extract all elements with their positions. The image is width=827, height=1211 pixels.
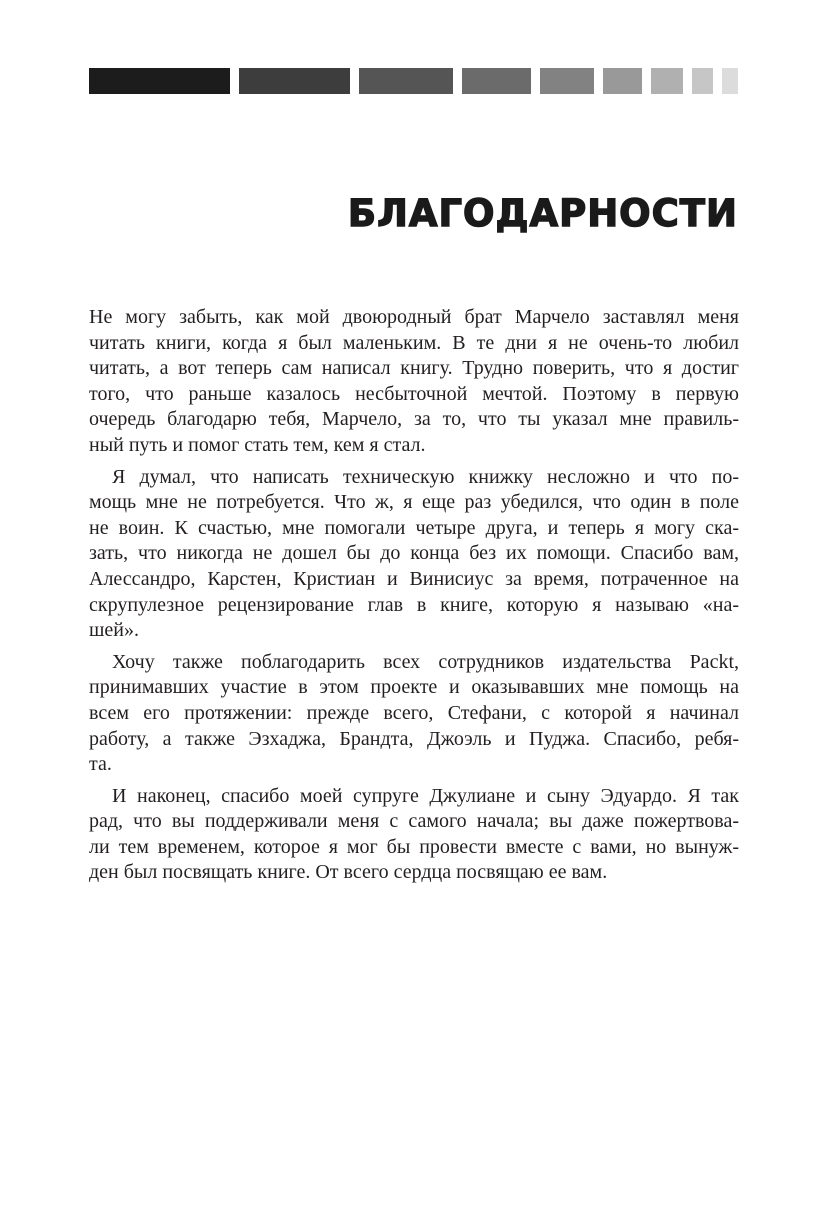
text-line: скрупулезное рецензирование глав в книге, которую я называю «на-	[89, 593, 739, 616]
text-line: того, что раньше казалось несбыточной мечтой. Поэтому в первую	[89, 382, 739, 405]
text-line: ден был посвящать книге. От всего сердца посвящаю ее вам.	[89, 861, 608, 884]
header-bar-segment	[692, 68, 713, 94]
header-bar-segment	[239, 68, 350, 94]
text-line: читать, а вот теперь сам написал книгу. Трудно поверить, что я достиг	[89, 357, 739, 380]
text-line: Хочу также поблагодарить всех сотрудников издательства Packt,	[112, 650, 739, 673]
text-line: Не могу забыть, как мой двоюродный брат Марчело заставлял меня	[89, 306, 739, 328]
header-bar-segment	[651, 68, 683, 94]
header-bar-segment	[540, 68, 594, 94]
text-line: зать, что никогда не дошел бы до конца без их помощи. Спасибо вам,	[89, 542, 739, 565]
chapter-title: БЛАГОДАРНОСТИ	[347, 192, 738, 235]
text-line: читать книги, когда я был маленьким. В те дни я не очень-то любил	[89, 331, 739, 354]
text-line: ли тем временем, которое я мог бы провести вместе с вами, но вынуж-	[89, 835, 739, 858]
text-line: рад, что вы поддерживали меня с самого начала; вы даже пожертвова-	[89, 810, 739, 833]
text-line: Алессандро, Карстен, Кристиан и Винисиус за время, потраченное на	[89, 567, 739, 590]
text-line: И наконец, спасибо моей супруге Джулиане и сыну Эдуардо. Я так	[112, 784, 739, 807]
text-line: мощь мне не потребуется. Что ж, я еще раз убедился, что один в поле	[89, 491, 739, 514]
header-bar-segment	[603, 68, 642, 94]
paragraph-2	[89, 465, 739, 644]
header-bar-segment	[89, 68, 230, 94]
text-line: принимавших участие в этом проекте и оказывавших мне помощь на	[89, 676, 739, 699]
paragraph-4	[89, 784, 739, 886]
paragraph-3	[89, 650, 739, 778]
text-line: ный путь и помог стать тем, кем я стал.	[89, 433, 426, 456]
text-line: та.	[89, 753, 112, 776]
header-bar-segment	[359, 68, 453, 94]
header-bar-segment	[722, 68, 738, 94]
text-line: работу, а также Эзхаджа, Брандта, Джоэль и Пуджа. Спасибо, ребя-	[89, 727, 739, 750]
text-line: не воин. К счастью, мне помогали четыре друга, и теперь я могу ска-	[89, 516, 739, 539]
text-line: всем его протяжении: прежде всего, Стефани, с которой я начинал	[89, 701, 739, 724]
header-bar-segment	[462, 68, 531, 94]
paragraph-1	[89, 305, 739, 459]
text-line: Я думал, что написать техническую книжку несложно и что по-	[112, 465, 739, 488]
text-line: шей».	[89, 619, 139, 642]
text-line: очередь благодарю тебя, Марчело, за то, что ты указал мне правиль-	[89, 408, 739, 431]
chapter-header-bar	[89, 68, 738, 94]
acknowledgements-text	[89, 305, 739, 892]
